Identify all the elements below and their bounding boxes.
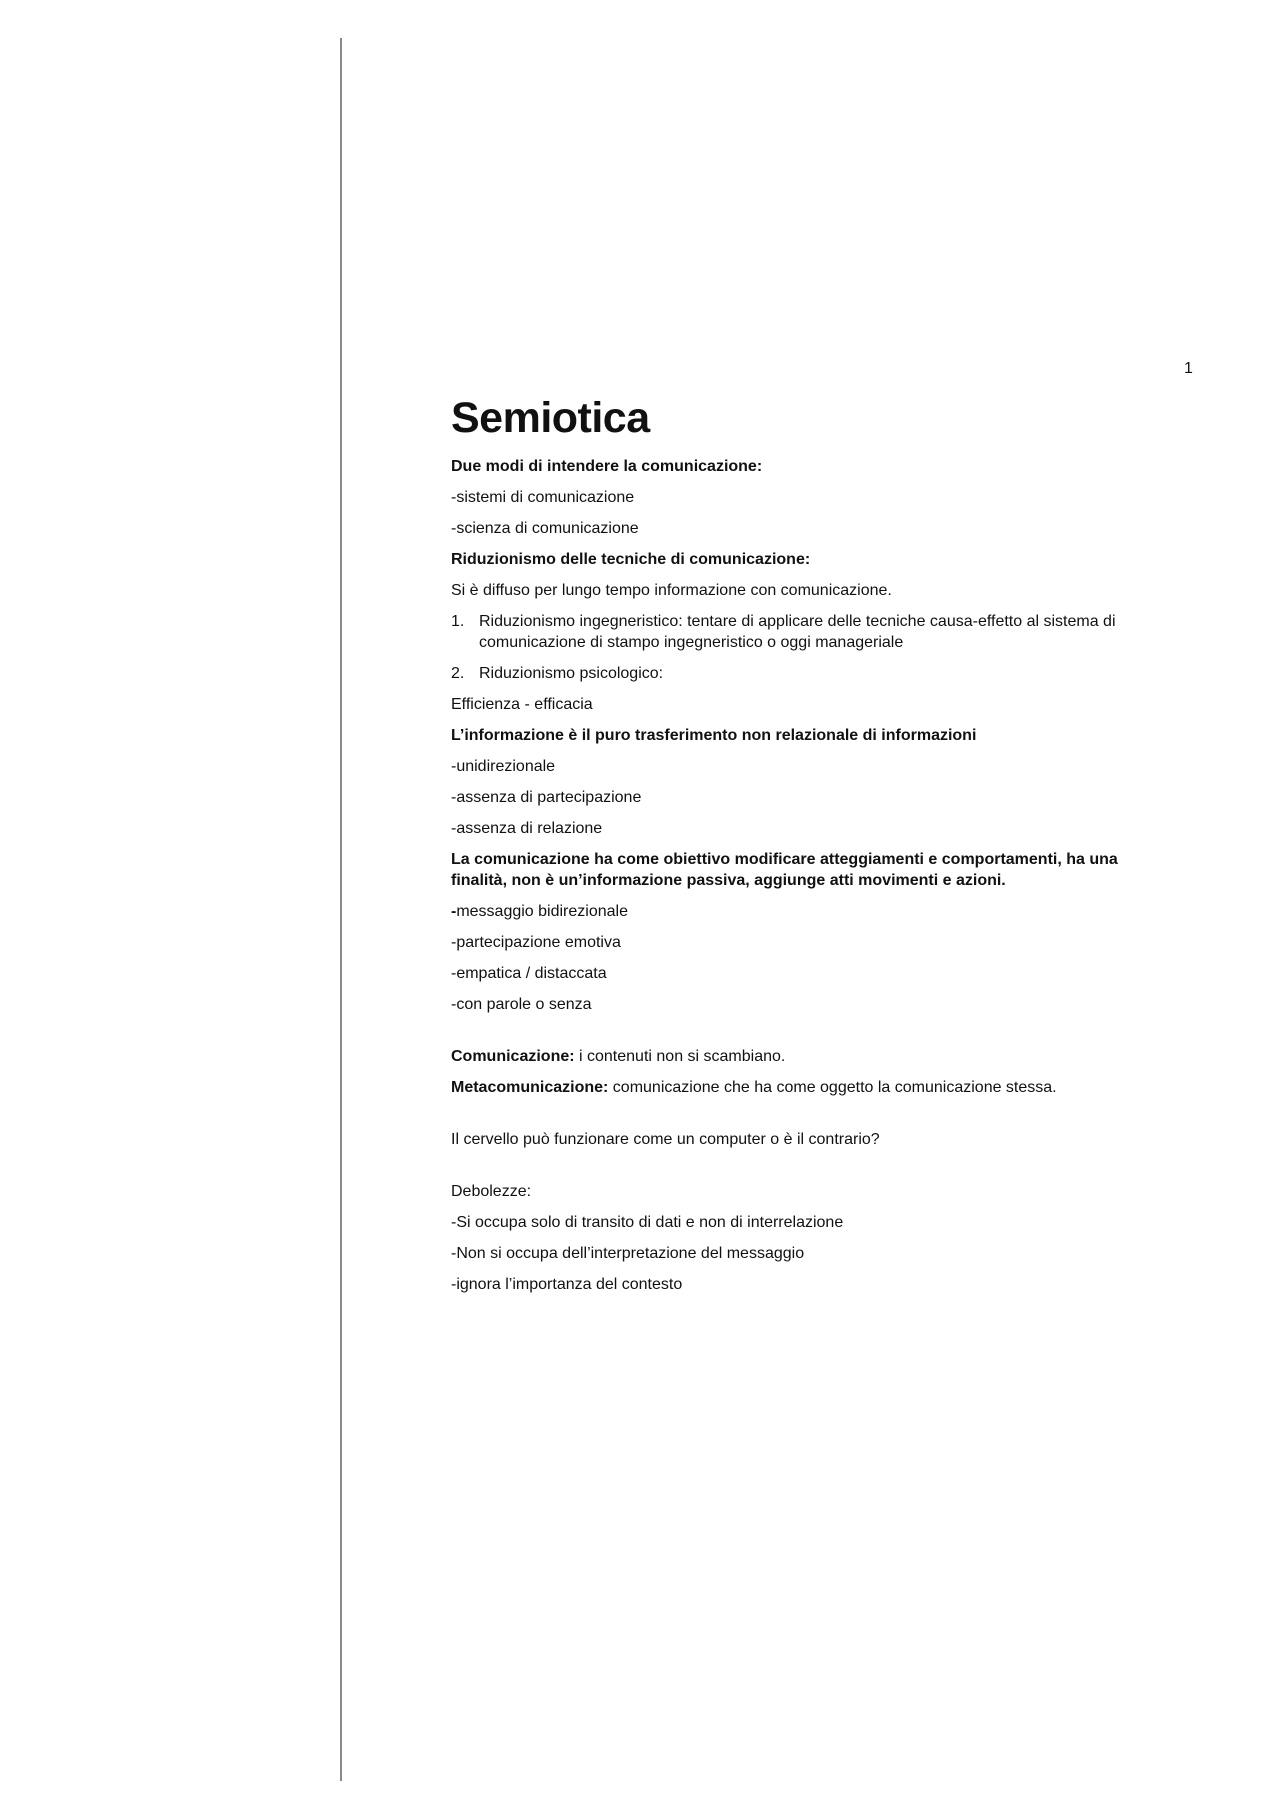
list-item: -sistemi di comunicazione xyxy=(451,489,635,506)
section-heading: L’informazione è il puro trasferimento non relazionale di informazioni xyxy=(451,727,977,744)
document-title: Semiotica xyxy=(451,394,650,442)
definition: Comunicazione: i contenuti non si scambiano. xyxy=(451,1048,786,1065)
list-item: -ignora l’importanza del contesto xyxy=(451,1276,683,1293)
numbered-list-item xyxy=(451,611,1171,653)
document-body xyxy=(451,392,1171,1295)
question: Il cervello può funzionare come un computer o è il contrario? xyxy=(451,1131,880,1148)
section-heading: Riduzionismo delle tecniche di comunicazione: xyxy=(451,551,811,568)
list-text: Riduzionismo psicologico: xyxy=(479,665,664,682)
subheading: Debolezze: xyxy=(451,1183,532,1200)
list-item: -partecipazione emotiva xyxy=(451,934,621,951)
section-heading: Due modi di intendere la comunicazione: xyxy=(451,458,763,475)
list-item: -empatica / distaccata xyxy=(451,965,607,982)
list-item: -assenza di partecipazione xyxy=(451,789,642,806)
paragraph: Efficienza - efficacia xyxy=(451,696,593,713)
numbered-list-item xyxy=(451,663,1171,684)
list-text: Riduzionismo ingegneristico: tentare di applicare delle tecniche causa-effetto al sistema di comunicazione di stampo ingegneristico o oggi manageriale xyxy=(479,613,1116,651)
section-heading: La comunicazione ha come obiettivo modificare atteggiamenti e comportamenti, ha una finalità, non è un’informazione passiva, aggiunge atti movimenti e azioni. xyxy=(451,851,1118,889)
list-item: -Si occupa solo di transito di dati e non di interrelazione xyxy=(451,1214,844,1231)
list-number: 1. xyxy=(451,613,465,630)
margin-rule xyxy=(340,38,342,1781)
definition: Metacomunicazione: comunicazione che ha come oggetto la comunicazione stessa. xyxy=(451,1079,1057,1096)
list-item: -unidirezionale xyxy=(451,758,556,775)
list-item: -scienza di comunicazione xyxy=(451,520,639,537)
page-number: 1 xyxy=(1184,360,1193,377)
list-item: -messaggio bidirezionale xyxy=(451,903,628,920)
list-item: -con parole o senza xyxy=(451,996,592,1013)
numbered-list xyxy=(451,611,1171,684)
list-item: -Non si occupa dell’interpretazione del messaggio xyxy=(451,1245,805,1262)
paragraph: Si è diffuso per lungo tempo informazione con comunicazione. xyxy=(451,582,892,599)
list-item: -assenza di relazione xyxy=(451,820,603,837)
list-number: 2. xyxy=(451,665,465,682)
